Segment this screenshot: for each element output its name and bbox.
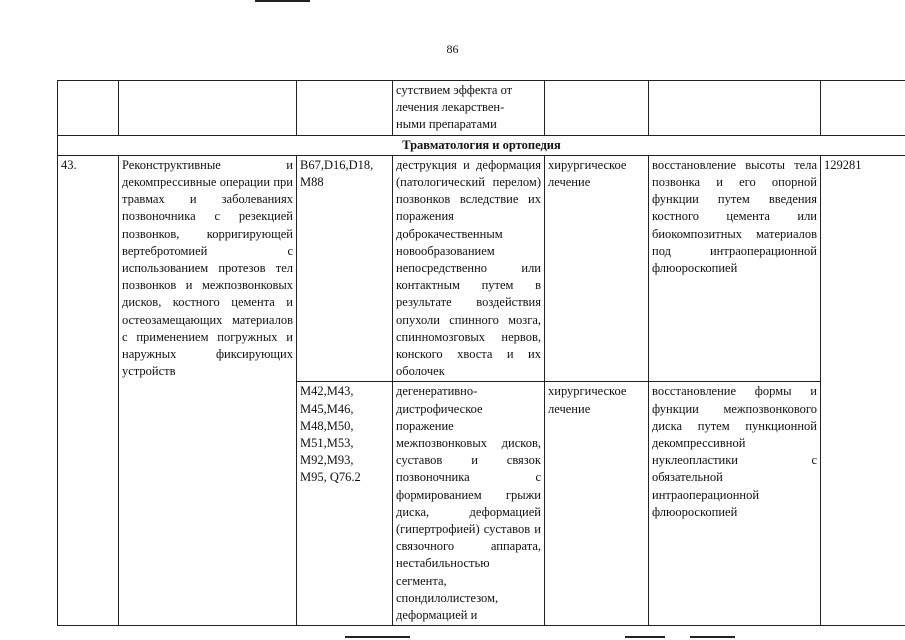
cell-codes	[297, 81, 393, 136]
row-treatment-type: хирургическое лечение	[545, 155, 649, 382]
scan-artifact-bottom	[690, 636, 735, 638]
cell-group-name	[119, 81, 297, 136]
scan-artifact-top	[255, 0, 310, 2]
cell-disease: сутствием эффекта от лечения лекарствен- ными препаратами	[393, 81, 545, 136]
row-codes: M42,M43, M45,M46, M48,M50, M51,M53, M92,M93, M95, Q76.2	[297, 382, 393, 626]
cell-price	[821, 81, 905, 136]
row-disease: дегенеративно-дистрофическое поражение межпозвонковых дисков, суставов и связок позвоночника с формированием грыжи диска, деформацией (гипертрофией) суставов и связочного аппарата, нестабильностью сегмента, спондилолистезом, деформацией и	[393, 382, 545, 626]
cell-number	[58, 81, 119, 136]
row-method: восстановление формы и функции межпозвонкового диска путем пункционной декомпрессивной нуклеопластики с обязательной интраоперационной флюороскопией	[649, 382, 821, 626]
scan-artifact-bottom	[625, 636, 665, 638]
scan-artifact-bottom	[345, 636, 410, 638]
row-price: 129281	[821, 155, 905, 625]
row-disease: деструкция и деформация (патологический перелом) позвонков вследствие их поражения доброкачественным новообразованием непосредственно или контактным путем в результате воздействия опухоли спинного мозга, спинномозговых нервов, конского хвоста и их оболочек	[393, 155, 545, 382]
section-title: Травматология и ортопедия	[58, 135, 905, 155]
row-method: восстановление высоты тела позвонка и его опорной функции путем введения костного цемента или биокомпозитных материалов под интраоперационной флюороскопией	[649, 155, 821, 382]
row-number: 43.	[58, 155, 119, 625]
page-number: 86	[446, 42, 459, 56]
continuation-row	[58, 81, 905, 136]
services-table	[57, 80, 905, 626]
section-row	[58, 135, 905, 155]
cell-method	[649, 81, 821, 136]
row-treatment-type: хирургическое лечение	[545, 382, 649, 626]
table-row	[58, 155, 905, 382]
row-group-name: Реконструктивные и декомпрессивные операции при травмах и заболеваниях позвоночника с резекцией позвонков, корригирующей вертебротомией с использованием протезов тел позвонков и межпозвонковых дисков, костного цемента и остеозамещающих материалов с применением погружных и наружных фиксирующих устройств	[119, 155, 297, 625]
cell-treatment-type	[545, 81, 649, 136]
row-codes: B67,D16,D18, M88	[297, 155, 393, 382]
